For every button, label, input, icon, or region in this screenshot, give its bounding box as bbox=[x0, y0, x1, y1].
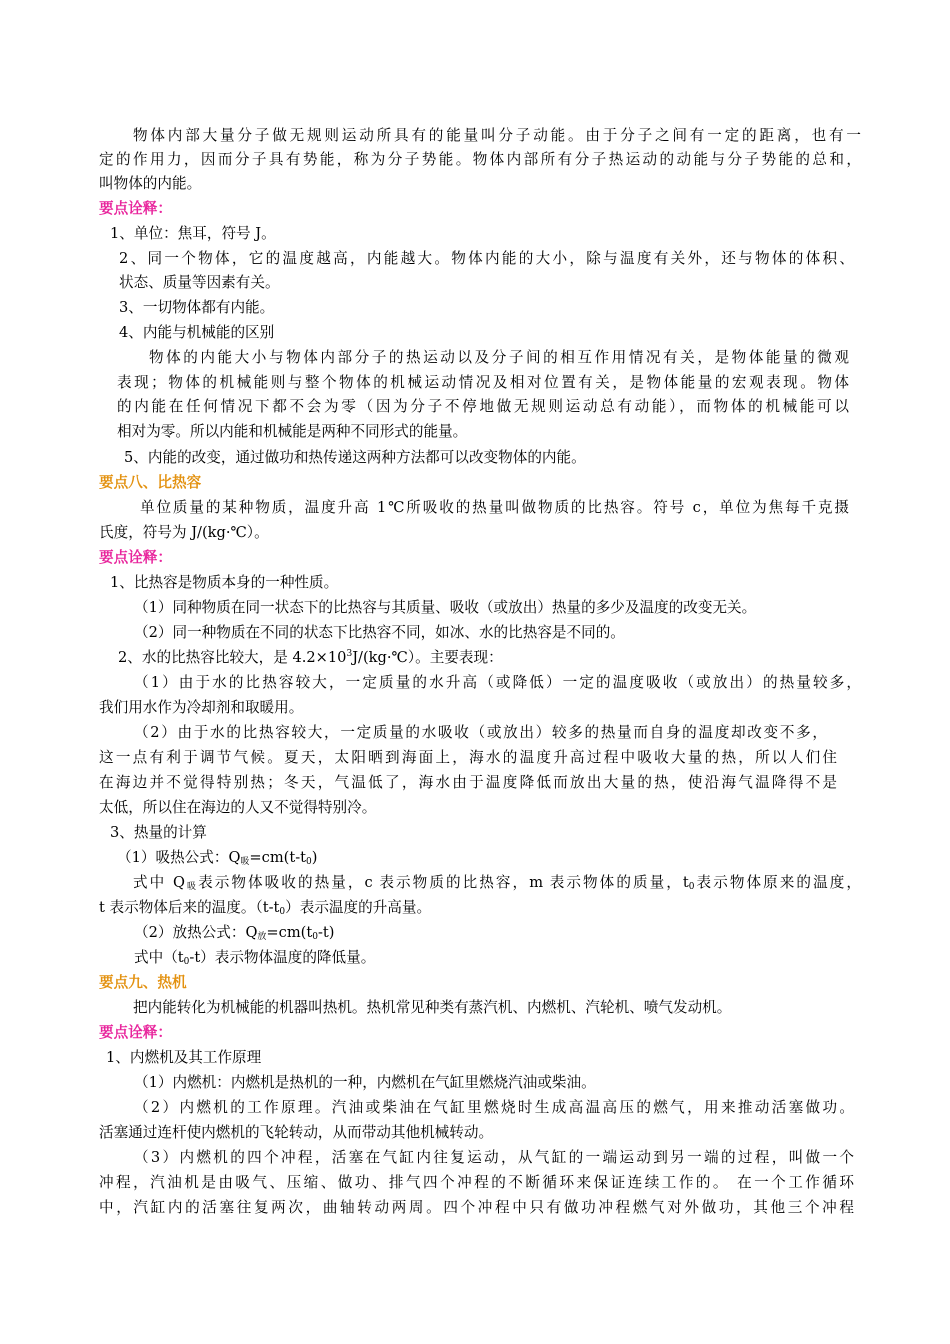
ie-point-2a: 2、同一个物体，它的温度越高，内能越大。物体内能的大小，除与温度有关外，还与物体的体积、 bbox=[119, 250, 854, 267]
engine-note-1b-2: 活塞通过连杆使内燃机的飞轮转动，从而带动其他机械转动。 bbox=[99, 1124, 494, 1141]
intro-line-2: 定的作用力，因而分子具有势能，称为分子势能。物体内部所有分子热运动的动能与分子势能的总和， bbox=[99, 151, 861, 168]
formula-absorb-desc2-sub: 0 bbox=[279, 907, 286, 917]
engine-note-1b-1: （2）内燃机的工作原理。汽油或柴油在气缸里燃烧时生成高温高压的燃气，用来推动活塞做功。 bbox=[134, 1099, 854, 1116]
ie-point-4d: 相对为零。所以内能和机械能是两种不同形式的能量。 bbox=[117, 423, 468, 440]
sh-note-2b-4: 太低，所以住在海边的人又不觉得特别冷。 bbox=[99, 799, 377, 816]
formula-absorb bbox=[117, 848, 317, 868]
sh-note-2 bbox=[118, 648, 503, 668]
formula-absorb-sub2: 0 bbox=[306, 857, 312, 867]
section8-heading: 要点八、比热容 bbox=[99, 474, 202, 491]
sh-note-2a-1: （1）由于水的比热容较大，一定质量的水升高（或降低）一定的温度吸收（或放出）的热量较多， bbox=[134, 674, 861, 691]
ie-point-1: 1、单位：焦耳，符号 J。 bbox=[110, 225, 276, 242]
formula-absorb-desc-2 bbox=[99, 898, 431, 918]
intro-line-3: 叫物体的内能。 bbox=[99, 175, 202, 192]
formula-absorb-sub: 吸 bbox=[240, 857, 250, 867]
section8-def-1: 单位质量的某种物质，温度升高 1℃所吸收的热量叫做物质的比热容。符号 c，单位为焦每千克摄 bbox=[140, 499, 849, 516]
engine-note-1c-2: 冲程，汽油机是由吸气、压缩、做功、排气四个冲程的不断循环来保证连续工作的。 在一个工作循环 bbox=[99, 1174, 854, 1191]
engine-note-1: 1、内燃机及其工作原理 bbox=[106, 1049, 262, 1066]
sh-note-2-sup: 3 bbox=[346, 649, 353, 659]
formula-release-desc-a: 式中（t bbox=[134, 949, 184, 966]
formula-release-end: -t) bbox=[317, 924, 335, 941]
ie-point-4: 4、内能与机械能的区别 bbox=[119, 324, 275, 341]
sh-note-3: 3、热量的计算 bbox=[110, 824, 207, 841]
formula-absorb-desc-b: 表示物体吸收的热量，c 表示物质的比热容，m 表示物体的质量，t bbox=[198, 874, 689, 891]
formula-absorb-mid: =cm(t-t bbox=[249, 849, 307, 866]
formula-release-pre: （2）放热公式：Q bbox=[134, 924, 258, 941]
formula-release-sub: 放 bbox=[257, 932, 267, 942]
intro-line-1: 物体内部大量分子做无规则运动所具有的能量叫分子动能。由于分子之间有一定的距离，也有一 bbox=[133, 127, 861, 144]
sh-note-2b-1: （2）由于水的比热容较大，一定质量的水吸收（或放出）较多的热量而自身的温度却改变不多， bbox=[134, 724, 827, 741]
formula-absorb-pre: （1）吸热公式：Q bbox=[117, 849, 241, 866]
formula-absorb-desc-sub: 吸 bbox=[184, 882, 199, 892]
formula-release-desc bbox=[134, 948, 375, 968]
ie-point-2b: 状态、质量等因素有关。 bbox=[119, 274, 280, 291]
sh-note-1b: （2）同一种物质在不同的状态下比热容不同，如冰、水的比热容是不同的。 bbox=[134, 624, 625, 641]
ie-point-4c: 的内能在任何情况下都不会为零（因为分子不停地做无规则运动总有动能），而物体的机械能可以 bbox=[117, 398, 849, 415]
engine-note-1c-3: 中，汽缸内的活塞往复两次，曲轴转动两周。四个冲程中只有做功冲程燃气对外做功，其他三个冲程 bbox=[99, 1199, 854, 1216]
sh-note-2-post: J/(kg·℃）。主要表现： bbox=[352, 649, 503, 666]
ie-point-4a: 物体的内能大小与物体内部分子的热运动以及分子间的相互作用情况有关，是物体能量的微观 bbox=[149, 349, 849, 366]
formula-release-desc-sub: 0 bbox=[183, 957, 190, 967]
notes-heading-3: 要点诠释： bbox=[99, 1024, 172, 1041]
sh-note-2b-3: 在海边并不觉得特别热；冬天，气温低了，海水由于温度降低而放出大量的热，使沿海气温降得不是 bbox=[99, 774, 837, 791]
sh-note-2-pre: 2、水的比热容比较大，是 4.2×10 bbox=[118, 649, 347, 666]
sh-note-2b-2: 这一点有利于调节气候。夏天，太阳晒到海面上，海水的温度升高过程中吸收大量的热，所以人们住 bbox=[99, 749, 837, 766]
notes-heading-2: 要点诠释： bbox=[99, 549, 172, 566]
formula-release-sub2: 0 bbox=[312, 932, 318, 942]
formula-absorb-desc2-b: ）表示温度的升高量。 bbox=[285, 899, 432, 916]
sh-note-2a-2: 我们用水作为冷却剂和取暖用。 bbox=[99, 699, 304, 716]
formula-absorb-end: ) bbox=[311, 849, 318, 866]
sh-note-1a: （1）同种物质在同一状态下的比热容与其质量、吸收（或放出）热量的多少及温度的改变无关。 bbox=[134, 599, 757, 616]
formula-absorb-desc-a: 式中 Q bbox=[133, 874, 185, 891]
ie-point-5: 5、内能的改变，通过做功和热传递这两种方法都可以改变物体的内能。 bbox=[124, 449, 586, 466]
ie-point-3: 3、一切物体都有内能。 bbox=[119, 299, 275, 316]
section9-heading: 要点九、热机 bbox=[99, 974, 187, 991]
formula-absorb-desc-1 bbox=[133, 873, 861, 893]
formula-absorb-desc2-a: t 表示物体后来的温度。（t-t bbox=[99, 899, 280, 916]
engine-note-1c-1: （3）内燃机的四个冲程，活塞在气缸内往复运动，从气缸的一端运动到另一端的过程，叫做一个 bbox=[134, 1149, 854, 1166]
formula-release bbox=[134, 923, 334, 943]
formula-release-desc-b: -t）表示物体温度的降低量。 bbox=[189, 949, 376, 966]
engine-note-1a: （1）内燃机：内燃机是热机的一种，内燃机在气缸里燃烧汽油或柴油。 bbox=[134, 1074, 596, 1091]
sh-note-1: 1、比热容是物质本身的一种性质。 bbox=[110, 574, 339, 591]
section8-def-2: 氏度，符号为 J/(kg·℃）。 bbox=[99, 524, 269, 541]
ie-point-4b: 表现；物体的机械能则与整个物体的机械运动情况及相对位置有关，是物体能量的宏观表现。物体 bbox=[117, 374, 849, 391]
formula-absorb-desc-c: 表示物体原来的温度， bbox=[694, 874, 861, 891]
section9-def: 把内能转化为机械能的机器叫热机。热机常见种类有蒸汽机、内燃机、汽轮机、喷气发动机。 bbox=[133, 999, 732, 1016]
formula-absorb-desc-sub2: 0 bbox=[688, 882, 695, 892]
formula-release-mid: =cm(t bbox=[266, 924, 313, 941]
notes-heading-1: 要点诠释： bbox=[99, 200, 172, 217]
